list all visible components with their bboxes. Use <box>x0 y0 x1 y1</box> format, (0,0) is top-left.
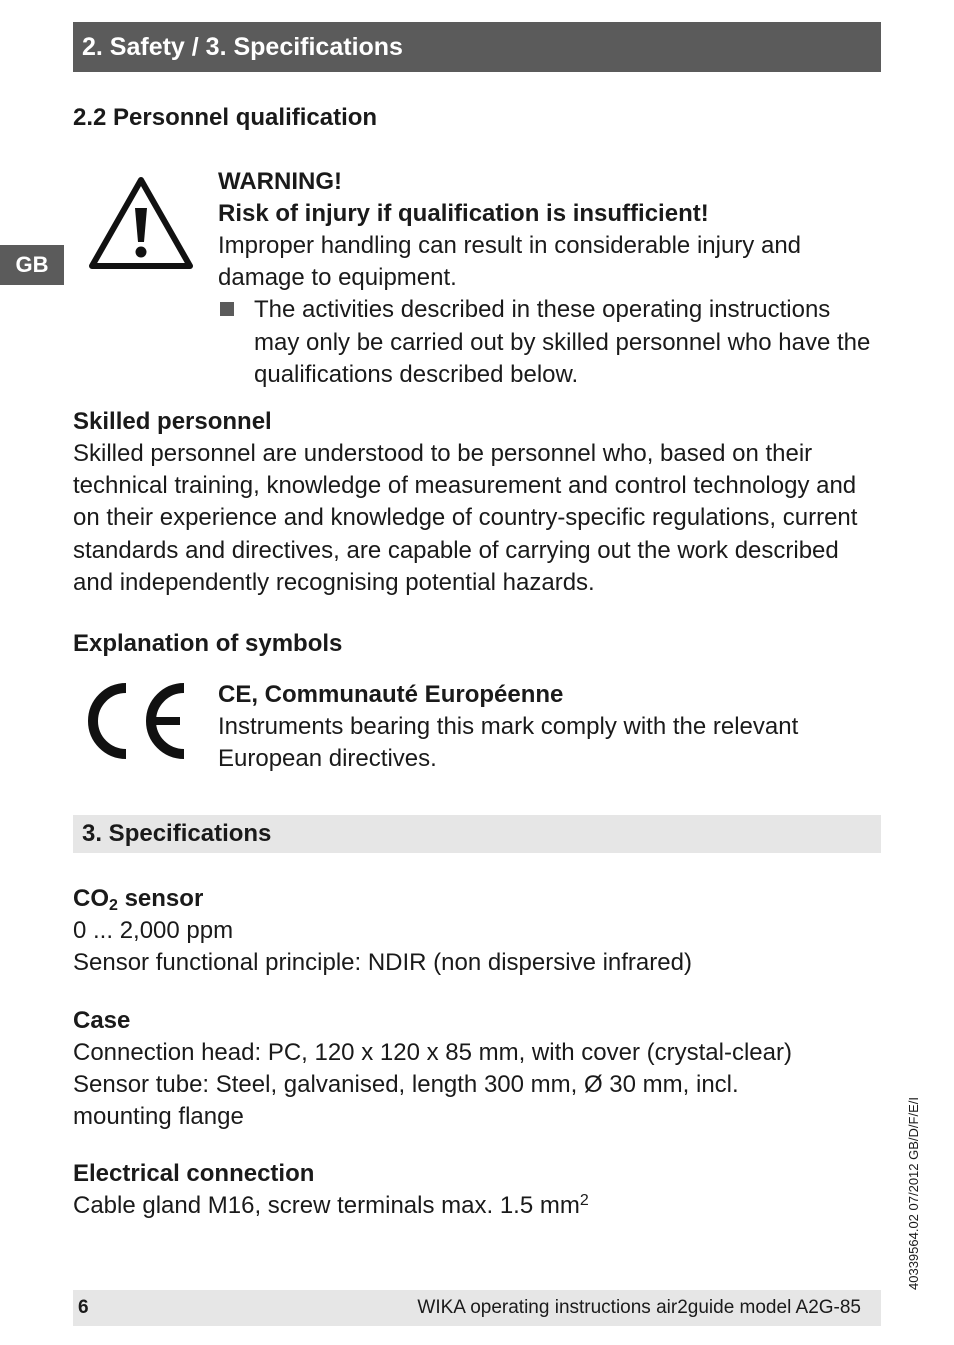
bullet-square-icon <box>220 302 234 316</box>
section-heading-personnel-qualification: 2.2 Personnel qualification <box>73 104 378 131</box>
warning-block <box>218 166 878 391</box>
page-header: 2. Safety / 3. Specifications <box>73 22 881 72</box>
skilled-personnel-section <box>73 406 873 599</box>
electrical-connection-heading: Electrical connection <box>73 1160 315 1187</box>
warning-text: Improper handling can result in considerable injury and damage to equipment. <box>218 232 802 292</box>
co2-range: 0 ... 2,000 ppm <box>73 917 234 944</box>
co2-sensor-section <box>73 883 873 979</box>
language-tab: GB <box>0 245 64 285</box>
bullet-text: The activities described in these operating instructions may only be carried out by skilled personnel who have the qualifications described below. <box>254 296 871 388</box>
symbols-heading: Explanation of symbols <box>73 630 343 657</box>
electrical-connection-text: Cable gland M16, screw terminals max. 1.5 mm <box>73 1192 580 1219</box>
list-item <box>218 294 878 391</box>
case-heading: Case <box>73 1007 131 1034</box>
skilled-personnel-heading: Skilled personnel <box>73 408 272 435</box>
co2-heading-prefix: CO <box>73 885 109 912</box>
electrical-connection-superscript: 2 <box>579 1192 589 1209</box>
warning-label: WARNING! <box>218 168 342 195</box>
skilled-personnel-text: Skilled personnel are understood to be personnel who, based on their technical training, knowledge of measurement and control technology and on their experience and knowledge of country-specific regulations, current standards and directives, are capable of carrying out the work described and independently recognising potential hazards. <box>73 440 858 596</box>
ce-explanation <box>218 679 878 775</box>
co2-heading-subscript: 2 <box>109 897 118 914</box>
ce-mark-icon <box>84 682 190 760</box>
footer-title: WIKA operating instructions air2guide model A2G-85 <box>417 1297 861 1318</box>
specifications-heading: 3. Specifications <box>73 815 881 853</box>
page-footer <box>73 1290 881 1326</box>
co2-heading-suffix: sensor <box>117 885 204 912</box>
warning-triangle-icon <box>86 174 196 272</box>
case-section <box>73 1005 873 1134</box>
electrical-connection-text-row <box>73 1190 873 1222</box>
ce-title: CE, Communauté Européenne <box>218 681 564 708</box>
co2-principle: Sensor functional principle: NDIR (non dispersive infrared) <box>73 949 692 977</box>
co2-sensor-heading <box>73 883 873 915</box>
warning-title: Risk of injury if qualification is insufficient! <box>218 200 709 227</box>
electrical-connection-section <box>73 1158 873 1222</box>
page-number: 6 <box>78 1297 89 1318</box>
document-code: 40339564.02 07/2012 GB/D/F/E/I <box>906 1097 921 1290</box>
case-sensor-tube: Sensor tube: Steel, galvanised, length 300 mm, Ø 30 mm, incl. mounting flange <box>73 1071 739 1131</box>
case-connection-head: Connection head: PC, 120 x 120 x 85 mm, with cover (crystal-clear) <box>73 1039 792 1066</box>
ce-text: Instruments bearing this mark comply with the relevant European directives. <box>218 713 799 773</box>
